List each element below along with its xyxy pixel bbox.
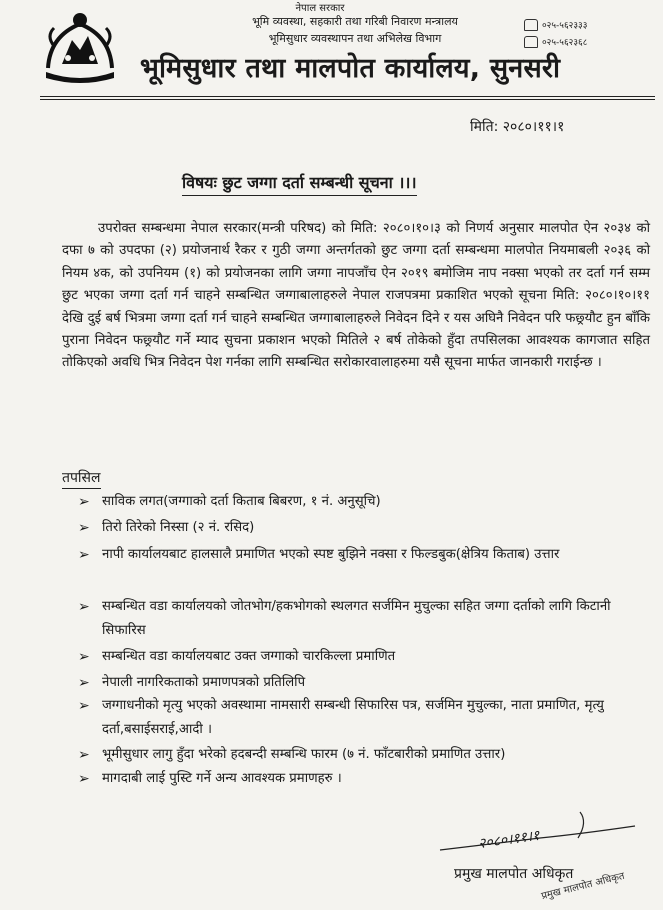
header-divider-secondary xyxy=(40,99,655,100)
phone-number-1-text: ०२५-५६२३३३ xyxy=(542,21,588,31)
signature-scribble xyxy=(430,808,655,868)
official-stamp: प्रमुख मालपोत अधिकृत xyxy=(540,870,626,903)
list-item-text: भूमीसुधार लागु हुँदा भरेको हदबन्दी सम्बन्धि फारम (७ नं. फाँटबारीको प्रमाणित उत्तार) xyxy=(102,747,506,762)
list-item xyxy=(78,595,658,643)
list-item-text: मागदाबी लाई पुस्टि गर्ने अन्य आवश्यक प्रमाणहरु । xyxy=(102,771,342,786)
list-item xyxy=(78,543,658,567)
arrow-bullet-icon: ➢ xyxy=(78,547,90,563)
list-item-text: सम्बन्धित वडा कार्यालयको जोतभोग/हकभोगको स्थलगत सर्जमिन मुचुल्का सहित जग्गा दर्ताको लागि किटानी सिफारिस xyxy=(102,599,611,638)
list-item xyxy=(78,671,658,695)
government-name: नेपाल सरकार xyxy=(295,3,345,14)
list-heading: तपसिल xyxy=(62,468,101,489)
arrow-bullet-icon: ➢ xyxy=(78,494,90,510)
arrow-bullet-icon: ➢ xyxy=(78,698,90,714)
arrow-bullet-icon: ➢ xyxy=(78,747,90,763)
list-item xyxy=(78,516,658,540)
office-name: भूमिसुधार तथा मालपोत कार्यालय, सुनसरी xyxy=(139,53,561,84)
phone-number-2 xyxy=(524,35,587,48)
ministry-name: भूमि व्यवस्था, सहकारी तथा गरिबी निवारण मन्त्रालय xyxy=(252,15,458,28)
list-item xyxy=(78,743,658,767)
notice-date: मिति: २०८०।११।१ xyxy=(470,119,565,135)
arrow-bullet-icon: ➢ xyxy=(78,649,90,665)
signatory-title: प्रमुख मालपोत अधिकृत xyxy=(454,866,574,882)
nepal-emblem-icon xyxy=(40,6,120,84)
list-item-text: नापी कार्यालयबाट हालसालै प्रमाणित भएको स्पष्ट बुझिने नक्सा र फिल्डबुक(क्षेत्रिय किताब) उत्तार xyxy=(102,547,560,562)
list-item-text: जग्गाधनीको मृत्यु भएको अवस्थामा नामसारी सम्बन्धी सिफारिस पत्र, सर्जमिन मुचुल्का, नाता प्रमाणित, मृत्यु दर्ता,बसाईसराई,आदी । xyxy=(102,698,604,737)
list-item xyxy=(78,694,658,742)
arrow-bullet-icon: ➢ xyxy=(78,520,90,536)
phone-icon xyxy=(524,19,538,31)
arrow-bullet-icon: ➢ xyxy=(78,771,90,787)
list-item-text: नेपाली नागरिकताको प्रमाणपत्रको प्रतिलिपि xyxy=(102,675,306,690)
fax-icon xyxy=(524,36,538,48)
list-item xyxy=(78,645,658,669)
phone-number-1 xyxy=(524,18,587,31)
department-name: भूमिसुधार व्यवस्थापन तथा अभिलेख विभाग xyxy=(268,32,442,45)
header-divider xyxy=(40,96,655,97)
list-item xyxy=(78,490,658,514)
handwritten-date: २०८०।११।१ xyxy=(477,827,541,853)
phone-number-2-text: ०२५-५६२३६८ xyxy=(542,38,588,48)
list-item-text: साविक लगत(जग्गाको दर्ता किताब बिबरण, १ नं. अनुसूचि) xyxy=(102,494,381,509)
arrow-bullet-icon: ➢ xyxy=(78,599,90,615)
list-item-text: तिरो तिरेको निस्सा (२ नं. रसिद) xyxy=(102,520,255,535)
notice-body: उपरोक्त सम्बन्धमा नेपाल सरकार(मन्त्री परिषद) को मिति: २०८०।१०।३ को निणर्य अनुसार मालपोत ऐन २०३४ को दफा ७ को उपदफा (२) प्रयोजनार्थ रैकर र गुठी जग्गा अन्तर्गतको छुट जग्गा दर्ता सम्बन्धमा मालपोत नियमाबली २०३६ को नियम ४क, को उपनियम (१) को प्रयोजनका लागि जग्गा नापजाँच ऐन २०१९ बमोजिम नाप नक्सा भएको तर दर्ता गर्न सम्म छुट भएका जग्गा दर्ता गर्न चाहने सम्बन्धित जग्गाबालाहरुले नेपाल राजपत्रमा प्रकाशित भएको सूचना मिति: २०८०।१०।११ देखि दुई बर्ष भित्रमा जग्गा दर्ता गर्न चाहने सम्बन्धित जग्गाबालाहरुले निवेदन दिने र यस अघिनै निवेदन परि फछ्र्यौट हुन बाँकि पुराना निवेदन फछ्र्यौट गर्ने म्याद सुचना प्रकाशन भएको मितिले २ बर्ष तोकेको हुँदा तपसिलका आवश्यक कागजात सहित तोकिएको अवधि भित्र निवेदन पेश गर्नका लागि सम्बन्धित सरोकारवालाहरुमा यसै सूचना मार्फत जानकारी गराईन्छ । xyxy=(62,221,650,371)
notice-subject: विषयः छुट जग्गा दर्ता सम्बन्धी सूचना ।।। xyxy=(182,171,417,196)
list-item-text: सम्बन्धित वडा कार्यालयबाट उक्त जग्गाको चारकिल्ला प्रमाणित xyxy=(102,649,396,664)
list-item xyxy=(78,767,658,791)
arrow-bullet-icon: ➢ xyxy=(78,675,90,691)
